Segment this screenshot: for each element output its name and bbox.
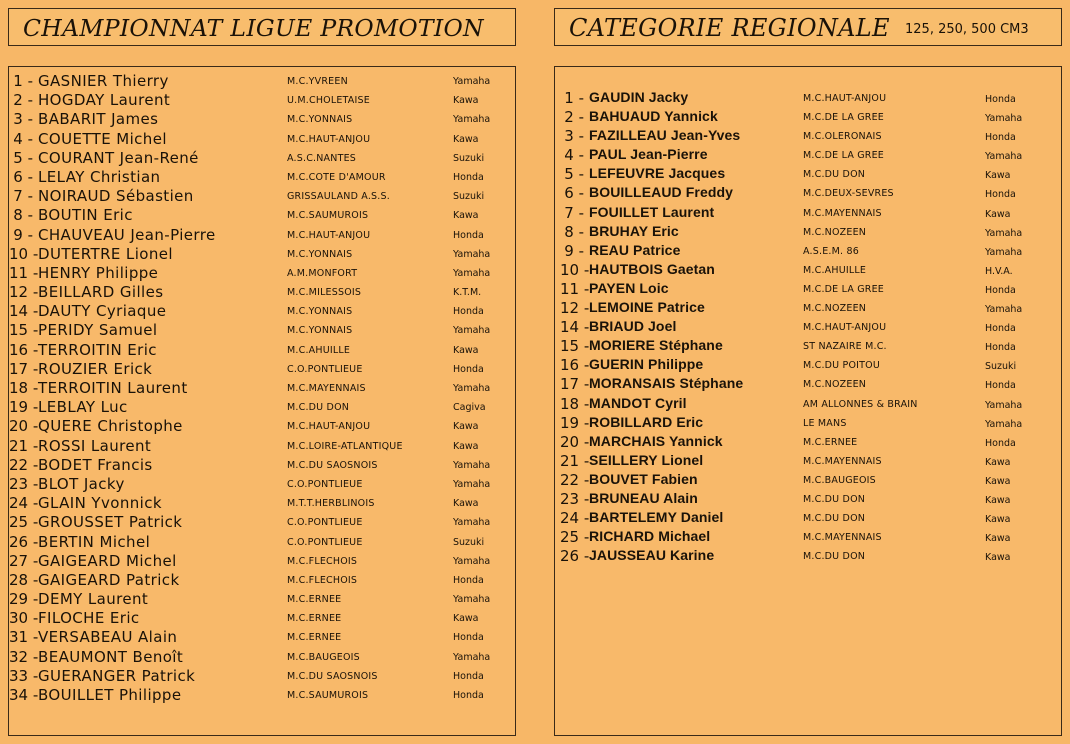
rider-name: BOUILLET Philippe	[38, 686, 182, 704]
bike-brand: Honda	[453, 574, 484, 586]
rank-number: 25 -	[560, 528, 590, 547]
bike-brand: Honda	[453, 363, 484, 375]
rider-name: HAUTBOIS Gaetan	[589, 260, 715, 277]
bike-brand: H.V.A.	[985, 265, 1013, 277]
rank-number: 7 -	[13, 187, 33, 206]
rank-number: 25 -	[9, 513, 39, 532]
rank-number: 2 -	[564, 108, 584, 127]
rider-name: LEMOINE Patrice	[589, 299, 705, 316]
rank-number: 28 -	[9, 570, 39, 589]
rank-number: 9 -	[13, 225, 33, 244]
rider-name: QUERE Christophe	[38, 417, 183, 436]
club-name: M.C.DU DON	[803, 551, 866, 563]
rank-number: 29 -	[9, 590, 39, 609]
rank-number: 6 -	[564, 184, 584, 203]
rank-number: 4 -	[564, 146, 584, 165]
rank-number: 21 -	[560, 451, 590, 470]
club-name: M.C.FLECHOIS	[287, 574, 358, 586]
rank-number: 9 -	[564, 241, 584, 260]
club-name: A.M.MONFORT	[287, 267, 358, 279]
rank-number: 23 -	[9, 474, 39, 493]
rank-number: 1 -	[564, 89, 584, 107]
ranking-row	[9, 321, 515, 340]
ranking-row	[555, 299, 1061, 318]
rider-name: COUETTE Michel	[38, 129, 167, 148]
bike-brand: Yamaha	[453, 76, 491, 87]
bike-brand: Kawa	[985, 170, 1011, 182]
rank-number: 3 -	[13, 110, 33, 129]
club-name: M.C.DU DON	[287, 402, 350, 414]
rider-name: DAUTY Cyriaque	[38, 302, 167, 321]
rider-name: HOGDAY Laurent	[38, 91, 171, 110]
bike-brand: Honda	[453, 229, 484, 241]
bike-brand: Honda	[985, 284, 1016, 296]
club-name: M.C.NOZEEN	[803, 226, 867, 238]
ranking-row	[555, 356, 1061, 375]
ranking-row	[9, 571, 515, 590]
bike-brand: Suzuki	[985, 361, 1017, 373]
ranking-row	[555, 490, 1061, 509]
club-name: M.C.AHUILLE	[287, 344, 351, 356]
rider-name: BRIAUD Joel	[589, 318, 677, 335]
rank-number: 17 -	[560, 375, 590, 394]
ranking-row	[9, 398, 515, 417]
club-name: M.C.YVREEN	[287, 76, 348, 87]
bike-brand: Honda	[985, 380, 1016, 392]
rank-number: 5 -	[564, 165, 584, 184]
ranking-row	[9, 533, 515, 552]
club-name: M.C.DE LA GREE	[803, 150, 885, 162]
ranking-row	[555, 395, 1061, 414]
club-name: M.C.HAUT-ANJOU	[803, 322, 887, 334]
rider-name: BODET Francis	[38, 455, 153, 474]
club-name: M.C.LOIRE-ATLANTIQUE	[287, 440, 403, 452]
club-name: M.C.MAYENNAIS	[803, 207, 882, 219]
rider-name: PAUL Jean-Pierre	[589, 146, 708, 163]
rider-name: DUTERTRE Lionel	[38, 244, 173, 263]
bike-brand: Kawa	[985, 552, 1011, 564]
bike-brand: Cagiva	[453, 402, 486, 414]
ranking-list-left	[9, 72, 515, 705]
rank-number: 24 -	[560, 509, 590, 528]
club-name: U.M.CHOLETAISE	[287, 95, 370, 107]
ranking-row	[9, 609, 515, 628]
ranking-row	[9, 417, 515, 436]
rank-number: 11 -	[9, 263, 39, 282]
rider-name: BEAUMONT Benoît	[38, 647, 184, 666]
rank-number: 12 -	[9, 283, 39, 302]
club-name: M.C.MILESSOIS	[287, 287, 362, 299]
rank-number: 22 -	[560, 470, 590, 489]
ranking-row	[555, 337, 1061, 356]
club-name: M.C.HAUT-ANJOU	[287, 421, 371, 433]
rider-name: PERIDY Samuel	[38, 321, 158, 340]
club-name: M.C.YONNAIS	[287, 114, 353, 126]
club-name: M.C.NOZEEN	[803, 303, 867, 315]
rider-name: GAUDIN Jacky	[589, 89, 689, 105]
ranking-row	[9, 110, 515, 129]
ranking-row	[555, 280, 1061, 299]
club-name: C.O.PONTLIEUE	[287, 536, 363, 548]
bike-brand: Kawa	[985, 475, 1011, 487]
rank-number: 26 -	[560, 547, 590, 566]
rider-name: GAIGEARD Michel	[38, 551, 177, 570]
bike-brand: Kawa	[453, 613, 479, 625]
club-name: ST NAZAIRE M.C.	[803, 341, 887, 353]
bike-brand: Yamaha	[453, 459, 491, 471]
rider-name: GROUSSET Patrick	[38, 513, 183, 532]
bike-brand: Honda	[453, 690, 484, 701]
rider-name: BOUTIN Eric	[38, 206, 133, 225]
bike-brand: Honda	[985, 437, 1016, 449]
ranking-panel-left	[8, 66, 516, 736]
ranking-row	[555, 146, 1061, 165]
club-name: M.C.NOZEEN	[803, 379, 867, 391]
bike-brand: Kawa	[453, 344, 479, 356]
bike-brand: Kawa	[985, 533, 1011, 545]
rider-name: BERTIN Michel	[38, 532, 151, 551]
club-name: A.S.E.M. 86	[803, 245, 859, 257]
bike-brand: Yamaha	[453, 651, 491, 663]
rank-number: 31 -	[9, 628, 39, 647]
club-name: C.O.PONTLIEUE	[287, 363, 363, 375]
bike-brand: Kawa	[985, 456, 1011, 468]
bike-brand: Honda	[453, 306, 484, 318]
rider-name: ROUZIER Erick	[38, 359, 153, 378]
ranking-row	[555, 471, 1061, 490]
bike-brand: Honda	[985, 94, 1016, 105]
rider-name: BABARIT James	[38, 110, 159, 129]
rider-name: LELAY Christian	[38, 167, 161, 186]
bike-brand: Yamaha	[453, 555, 491, 567]
club-name: M.C.MAYENNAIS	[803, 532, 882, 544]
ranking-row	[555, 375, 1061, 394]
ranking-row	[555, 452, 1061, 471]
rider-name: BRUHAY Eric	[589, 222, 679, 239]
ranking-row	[9, 206, 515, 225]
rank-number: 4 -	[13, 129, 33, 148]
bike-brand: Yamaha	[453, 594, 491, 606]
club-name: M.C.DE LA GREE	[803, 283, 885, 295]
ranking-row	[9, 245, 515, 264]
bike-brand: Yamaha	[985, 418, 1023, 430]
rider-name: GAIGEARD Patrick	[38, 570, 180, 589]
rider-name: TERROITIN Eric	[38, 340, 157, 359]
ranking-row	[9, 226, 515, 245]
club-name: M.C.YONNAIS	[287, 325, 353, 337]
rank-number: 26 -	[9, 532, 39, 551]
club-name: M.C.ERNEE	[287, 632, 342, 644]
rider-name: GUERANGER Patrick	[38, 666, 196, 685]
club-name: M.C.DU POITOU	[803, 360, 880, 372]
rider-name: GUERIN Philippe	[589, 356, 704, 373]
rider-name: FOUILLET Laurent	[589, 203, 715, 220]
rank-number: 2 -	[13, 91, 33, 110]
rider-name: CHAUVEAU Jean-Pierre	[38, 225, 216, 244]
club-name: M.C.ERNEE	[287, 613, 342, 625]
bike-brand: Yamaha	[985, 151, 1023, 163]
bike-brand: Kawa	[453, 95, 479, 107]
bike-brand: Yamaha	[453, 325, 491, 337]
club-name: M.C.DU SAOSNOIS	[287, 459, 378, 471]
bike-brand: Kawa	[985, 494, 1011, 506]
ranking-row	[555, 547, 1061, 566]
rank-number: 1 -	[13, 72, 33, 90]
ranking-row	[9, 149, 515, 168]
ranking-row	[9, 494, 515, 513]
ranking-row	[9, 187, 515, 206]
rider-name: GASNIER Thierry	[38, 72, 169, 90]
ranking-panel-right	[554, 66, 1062, 736]
bike-brand: Honda	[985, 342, 1016, 354]
rank-number: 14 -	[9, 302, 39, 321]
rank-number: 21 -	[9, 436, 39, 455]
ranking-row	[9, 456, 515, 475]
bike-brand: Kawa	[453, 440, 479, 452]
rider-name: VERSABEAU Alain	[38, 628, 178, 647]
bike-brand: Suzuki	[453, 191, 485, 203]
bike-brand: Yamaha	[453, 114, 491, 126]
bike-brand: Yamaha	[453, 383, 491, 394]
ranking-row	[555, 204, 1061, 223]
rank-number: 19 -	[560, 413, 590, 432]
ranking-row	[9, 437, 515, 456]
ranking-row	[555, 242, 1061, 261]
ranking-row	[555, 223, 1061, 242]
bike-brand: Honda	[985, 132, 1016, 144]
bike-brand: Yamaha	[985, 304, 1023, 316]
rank-number: 15 -	[9, 321, 39, 340]
rank-number: 16 -	[9, 340, 39, 359]
rank-number: 10 -	[560, 260, 590, 279]
bike-brand: Kawa	[453, 498, 479, 510]
club-name: M.C.HAUT-ANJOU	[803, 93, 887, 104]
bike-brand: Yamaha	[985, 113, 1023, 125]
rank-number: 8 -	[564, 222, 584, 241]
title-box-right	[554, 8, 1062, 46]
club-name: M.C.SAUMUROIS	[287, 690, 369, 701]
category-subtitle: 125, 250, 500 CM3	[905, 22, 1029, 37]
bike-brand: K.T.M.	[453, 287, 482, 299]
club-name: M.C.DE LA GREE	[803, 112, 885, 124]
club-name: M.C.ERNEE	[803, 436, 858, 448]
rank-number: 18 -	[560, 394, 590, 413]
rider-name: MARCHAIS Yannick	[589, 432, 723, 449]
club-name: M.C.YONNAIS	[287, 248, 353, 260]
rank-number: 14 -	[560, 318, 590, 337]
club-name: M.C.BAUGEOIS	[803, 474, 876, 486]
club-name: C.O.PONTLIEUE	[287, 517, 363, 529]
rider-name: COURANT Jean-René	[38, 148, 199, 167]
championship-title: CHAMPIONNAT LIGUE PROMOTION	[23, 14, 484, 42]
ranking-row	[9, 552, 515, 571]
club-name: A.S.C.NANTES	[287, 152, 357, 164]
rider-name: GLAIN Yvonnick	[38, 494, 162, 513]
rider-name: BOUVET Fabien	[589, 470, 698, 487]
club-name: M.C.AHUILLE	[803, 264, 867, 276]
rank-number: 22 -	[9, 455, 39, 474]
rider-name: BEILLARD Gilles	[38, 283, 164, 302]
rider-name: LEBLAY Luc	[38, 398, 128, 417]
rank-number: 27 -	[9, 551, 39, 570]
club-name: M.C.HAUT-ANJOU	[287, 229, 371, 241]
rider-name: BLOT Jacky	[38, 474, 125, 493]
ranking-row	[9, 648, 515, 667]
rank-number: 8 -	[13, 206, 33, 225]
club-name: M.C.OLERONAIS	[803, 131, 882, 143]
rank-number: 17 -	[9, 359, 39, 378]
club-name: M.C.YONNAIS	[287, 306, 353, 318]
title-box-left	[8, 8, 516, 46]
ranking-row	[9, 360, 515, 379]
bike-brand: Honda	[453, 632, 484, 644]
club-name: M.C.HAUT-ANJOU	[287, 133, 371, 145]
rider-name: BRUNEAU Alain	[589, 489, 698, 506]
ranking-row	[9, 513, 515, 532]
rider-name: FAZILLEAU Jean-Yves	[589, 127, 741, 144]
rank-number: 11 -	[560, 279, 590, 298]
rank-number: 20 -	[9, 417, 39, 436]
ranking-row	[555, 414, 1061, 433]
bike-brand: Yamaha	[453, 248, 491, 260]
club-name: LE MANS	[803, 417, 847, 429]
rank-number: 12 -	[560, 299, 590, 318]
rider-name: BOUILLEAUD Freddy	[589, 184, 734, 201]
bike-brand: Kawa	[985, 208, 1011, 220]
club-name: M.C.DU DON	[803, 513, 866, 525]
rider-name: JAUSSEAU Karine	[589, 547, 715, 564]
rider-name: LEFEUVRE Jacques	[589, 165, 726, 182]
ranking-row	[555, 433, 1061, 452]
rank-number: 32 -	[9, 647, 39, 666]
rider-name: TERROITIN Laurent	[38, 379, 188, 397]
club-name: GRISSAULAND A.S.S.	[287, 191, 390, 203]
club-name: M.C.MAYENNAIS	[803, 455, 882, 467]
club-name: M.C.DEUX-SEVRES	[803, 188, 894, 200]
rider-name: NOIRAUD Sébastien	[38, 187, 194, 206]
rider-name: ROSSI Laurent	[38, 436, 152, 455]
bike-brand: Honda	[453, 670, 484, 682]
ranking-row	[555, 165, 1061, 184]
rider-name: SEILLERY Lionel	[589, 451, 704, 468]
bike-brand: Yamaha	[985, 227, 1023, 239]
bike-brand: Kawa	[453, 133, 479, 145]
rider-name: ROBILLARD Eric	[589, 413, 704, 430]
club-name: M.C.DU SAOSNOIS	[287, 670, 378, 682]
rider-name: PAYEN Loic	[589, 279, 669, 296]
ranking-row	[555, 127, 1061, 146]
club-name: M.C.DU DON	[803, 493, 866, 505]
club-name: M.C.BAUGEOIS	[287, 651, 360, 663]
ranking-list-right	[555, 89, 1061, 566]
ranking-row	[555, 318, 1061, 337]
bike-brand: Yamaha	[985, 399, 1023, 411]
bike-brand: Yamaha	[453, 478, 491, 490]
ranking-row	[555, 108, 1061, 127]
ranking-row	[555, 184, 1061, 203]
rider-name: MANDOT Cyril	[589, 394, 687, 411]
club-name: M.C.SAUMUROIS	[287, 210, 369, 222]
rank-number: 20 -	[560, 432, 590, 451]
ranking-row	[9, 168, 515, 187]
ranking-row	[9, 341, 515, 360]
rider-name: BARTELEMY Daniel	[589, 509, 724, 526]
rank-number: 16 -	[560, 356, 590, 375]
bike-brand: Honda	[985, 323, 1016, 335]
club-name: C.O.PONTLIEUE	[287, 478, 363, 490]
ranking-row	[555, 89, 1061, 108]
ranking-row	[9, 302, 515, 321]
bike-brand: Yamaha	[453, 517, 491, 529]
rank-number: 34 -	[9, 686, 39, 704]
club-name: M.C.ERNEE	[287, 594, 342, 606]
bike-brand: Yamaha	[985, 246, 1023, 258]
rank-number: 15 -	[560, 337, 590, 356]
ranking-row	[9, 91, 515, 110]
bike-brand: Kawa	[985, 514, 1011, 526]
rider-name: DEMY Laurent	[38, 590, 149, 609]
ranking-row	[9, 130, 515, 149]
rider-name: FILOCHE Eric	[38, 609, 140, 628]
rank-number: 18 -	[9, 379, 39, 397]
rank-number: 33 -	[9, 666, 39, 685]
club-name: M.C.COTE D'AMOUR	[287, 171, 386, 183]
bike-brand: Kawa	[453, 210, 479, 222]
club-name: AM ALLONNES & BRAIN	[803, 398, 918, 410]
rider-name: REAU Patrice	[589, 241, 681, 258]
ranking-row	[9, 590, 515, 609]
club-name: M.C.DU DON	[803, 169, 866, 181]
rider-name: MORANSAIS Stéphane	[589, 375, 744, 392]
bike-brand: Suzuki	[453, 536, 485, 548]
ranking-row	[9, 72, 515, 91]
ranking-row	[9, 475, 515, 494]
ranking-row	[555, 261, 1061, 280]
rank-number: 5 -	[13, 148, 33, 167]
category-title: CATEGORIE REGIONALE	[569, 14, 890, 42]
club-name: M.C.FLECHOIS	[287, 555, 358, 567]
rank-number: 7 -	[564, 203, 584, 222]
rider-name: MORIERE Stéphane	[589, 337, 723, 354]
rank-number: 6 -	[13, 167, 33, 186]
rank-number: 3 -	[564, 127, 584, 146]
ranking-row	[9, 686, 515, 705]
ranking-row	[9, 283, 515, 302]
rider-name: BAHUAUD Yannick	[589, 108, 718, 125]
ranking-row	[555, 528, 1061, 547]
rank-number: 19 -	[9, 398, 39, 417]
bike-brand: Yamaha	[453, 267, 491, 279]
club-name: M.C.MAYENNAIS	[287, 383, 366, 394]
bike-brand: Kawa	[453, 421, 479, 433]
ranking-row	[555, 509, 1061, 528]
rider-name: HENRY Philippe	[38, 263, 159, 282]
rank-number: 23 -	[560, 489, 590, 508]
rank-number: 10 -	[9, 244, 39, 263]
ranking-row	[9, 379, 515, 398]
bike-brand: Suzuki	[453, 152, 485, 164]
ranking-row	[9, 264, 515, 283]
bike-brand: Honda	[985, 189, 1016, 201]
club-name: M.T.T.HERBLINOIS	[287, 498, 375, 510]
ranking-row	[9, 628, 515, 647]
rank-number: 30 -	[9, 609, 39, 628]
rank-number: 24 -	[9, 494, 39, 513]
bike-brand: Honda	[453, 171, 484, 183]
rider-name: RICHARD Michael	[589, 528, 711, 545]
ranking-row	[9, 667, 515, 686]
